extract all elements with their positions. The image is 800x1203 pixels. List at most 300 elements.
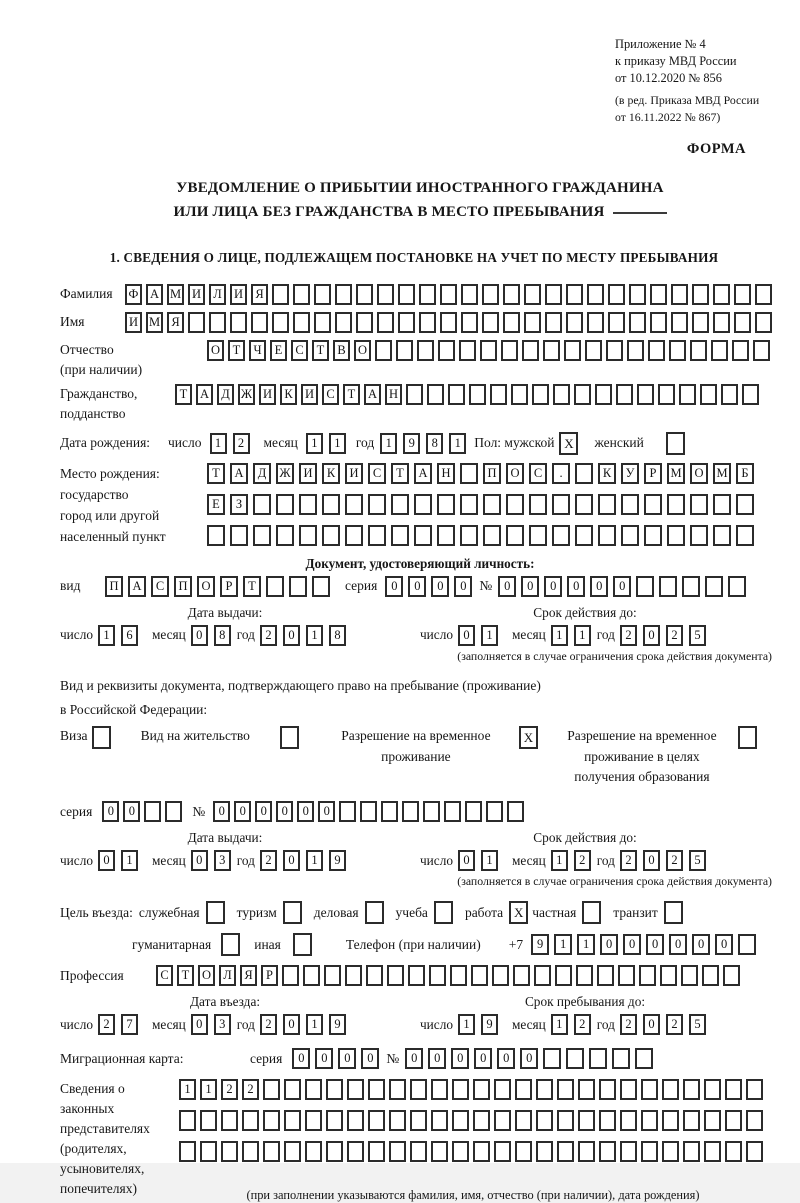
char-cell: 6 — [121, 625, 138, 646]
char-cell: Т — [177, 965, 194, 986]
char-cell — [419, 312, 436, 333]
char-cell: 2 — [620, 625, 637, 646]
char-cell — [440, 284, 457, 305]
residence-issue-month-cells — [191, 850, 237, 871]
char-cell: 0 — [454, 576, 472, 597]
char-cell — [293, 312, 310, 333]
char-cell — [396, 340, 413, 361]
birth-place-label: Место рождения: государство город или другой населенный пункт — [60, 465, 166, 544]
identity-doc-number-cells — [498, 576, 751, 597]
identity-valid-heading: Срок действия до: — [533, 604, 637, 620]
purpose-work-checkbox: X — [509, 901, 528, 924]
identity-issue-heading: Дата выдачи: — [187, 604, 263, 620]
stay-until-line: число 1 9 месяц 1 2 год 2 0 2 5 — [420, 1014, 780, 1035]
char-cell — [251, 312, 268, 333]
residence-issue-line: число 0 1 месяц 0 3 год 2 0 1 9 — [60, 850, 390, 871]
char-cell — [461, 312, 478, 333]
char-cell: С — [151, 576, 169, 597]
char-cell — [555, 965, 572, 986]
char-cell — [391, 494, 409, 515]
char-cell — [566, 1048, 584, 1069]
char-cell: 7 — [121, 1014, 138, 1035]
char-cell: Б — [736, 463, 754, 484]
char-cell — [536, 1079, 553, 1100]
char-cell — [398, 312, 415, 333]
char-cell: Н — [385, 384, 402, 405]
char-cell: 1 — [329, 433, 346, 454]
char-cell — [339, 801, 356, 822]
char-cell — [524, 284, 541, 305]
birth-month-cells — [306, 433, 352, 454]
birth-date-label: Дата рождения: — [60, 435, 151, 451]
char-cell — [639, 965, 656, 986]
char-cell — [242, 1110, 259, 1131]
char-cell: О — [197, 576, 215, 597]
migration-series-label: серия — [250, 1050, 283, 1066]
char-cell — [431, 1110, 448, 1131]
char-cell — [532, 384, 549, 405]
char-cell — [635, 1048, 653, 1069]
char-cell: 1 — [200, 1079, 217, 1100]
form-title-line2: ИЛИ ЛИЦА БЕЗ ГРАЖДАНСТВА В МЕСТО ПРЕБЫВАНИЯ — [60, 200, 780, 224]
char-cell — [398, 284, 415, 305]
char-cell: Р — [261, 965, 278, 986]
char-cell — [482, 312, 499, 333]
char-cell — [165, 801, 182, 822]
char-cell: 2 — [260, 1014, 277, 1035]
migration-card-row — [60, 1048, 780, 1069]
char-cell: 0 — [623, 934, 641, 955]
char-cell — [312, 576, 330, 597]
char-cell — [410, 1079, 427, 1100]
char-cell — [702, 965, 719, 986]
char-cell: М — [713, 463, 731, 484]
sex-female-label: женский — [594, 435, 644, 451]
char-cell — [511, 384, 528, 405]
char-cell — [284, 1079, 301, 1100]
char-cell — [564, 340, 581, 361]
residence-doc-series-row — [60, 801, 780, 822]
char-cell: 9 — [481, 1014, 498, 1035]
char-cell: Л — [209, 284, 226, 305]
char-cell — [746, 1110, 763, 1131]
char-cell — [440, 312, 457, 333]
char-cell — [713, 525, 731, 546]
char-cell — [494, 1110, 511, 1131]
char-cell — [299, 494, 317, 515]
migration-card-label: Миграционная карта: — [60, 1050, 184, 1066]
char-cell — [534, 965, 551, 986]
identity-valid-line: число 0 1 месяц 1 1 год 2 0 2 5 — [420, 625, 780, 646]
char-cell — [711, 340, 728, 361]
char-cell: 0 — [544, 576, 562, 597]
char-cell: К — [280, 384, 297, 405]
char-cell: 0 — [521, 576, 539, 597]
char-cell — [545, 284, 562, 305]
char-cell: 2 — [666, 625, 683, 646]
citizenship-cells — [175, 384, 763, 405]
residence-series-cells — [102, 801, 186, 822]
option-temp-residence-edu: Разрешение на временное проживание в целях получения образования — [554, 726, 757, 787]
char-cell: 1 — [554, 934, 572, 955]
phone-prefix: +7 — [508, 936, 524, 952]
migration-number-label: № — [386, 1050, 400, 1066]
char-cell: И — [188, 284, 205, 305]
birth-day-cells — [210, 433, 256, 454]
stay-day-cells — [458, 1014, 504, 1035]
residence-valid-col — [390, 830, 780, 871]
form-label: ФОРМА — [686, 140, 746, 157]
char-cell — [326, 1079, 343, 1100]
char-cell — [612, 1048, 630, 1069]
purpose-tourism-label: туризм — [236, 904, 277, 920]
residence-series-label: серия — [60, 803, 93, 819]
char-cell — [284, 1110, 301, 1131]
purpose-study-label: учеба — [395, 904, 428, 920]
char-cell — [179, 1110, 196, 1131]
identity-doc-series-label: серия — [345, 578, 378, 594]
char-cell: 2 — [574, 850, 591, 871]
char-cell: И — [345, 463, 363, 484]
char-cell: 8 — [214, 625, 231, 646]
option-visa: Виза — [60, 726, 111, 749]
char-cell — [736, 525, 754, 546]
char-cell — [662, 1110, 679, 1131]
char-cell — [389, 1141, 406, 1162]
char-cell — [681, 965, 698, 986]
char-cell — [242, 1141, 259, 1162]
char-cell — [314, 284, 331, 305]
char-cell: 0 — [338, 1048, 356, 1069]
char-cell: 0 — [431, 576, 449, 597]
char-cell — [253, 494, 271, 515]
char-cell — [620, 1079, 637, 1100]
option-residence-permit: Вид на жительство — [141, 726, 299, 749]
char-cell: 1 — [551, 625, 568, 646]
char-cell — [690, 525, 708, 546]
char-cell — [636, 576, 654, 597]
char-cell: 1 — [577, 934, 595, 955]
char-cell — [480, 340, 497, 361]
char-cell — [576, 965, 593, 986]
char-cell: 0 — [361, 1048, 379, 1069]
char-cell — [452, 1079, 469, 1100]
char-cell — [263, 1079, 280, 1100]
purpose-other-checkbox — [293, 933, 312, 956]
char-cell: 0 — [643, 850, 660, 871]
char-cell — [515, 1079, 532, 1100]
visa-checkbox — [92, 726, 111, 749]
char-cell: Д — [253, 463, 271, 484]
char-cell: 2 — [620, 850, 637, 871]
phone-label: Телефон (при наличии) — [345, 936, 481, 952]
char-cell: 9 — [531, 934, 549, 955]
char-cell: 5 — [689, 625, 706, 646]
char-cell — [305, 1079, 322, 1100]
entry-year-cells — [260, 1014, 352, 1035]
char-cell: 0 — [408, 576, 426, 597]
char-cell — [671, 312, 688, 333]
profession-row — [60, 965, 780, 986]
char-cell — [276, 525, 294, 546]
char-cell — [536, 1141, 553, 1162]
residence-doc-intro: Вид и реквизиты документа, подтверждающего право на пребывание (проживание) в Российской Федерации: — [60, 677, 541, 718]
surname-cells — [125, 284, 776, 305]
char-cell: З — [230, 494, 248, 515]
char-cell — [431, 1079, 448, 1100]
char-cell — [414, 525, 432, 546]
char-cell: 1 — [121, 850, 138, 871]
char-cell — [574, 384, 591, 405]
revision-line: (в ред. Приказа МВД России — [615, 93, 760, 108]
char-cell — [282, 965, 299, 986]
temp-residence-edu-checkbox — [738, 726, 757, 749]
char-cell — [658, 384, 675, 405]
char-cell: И — [125, 312, 142, 333]
char-cell: К — [598, 463, 616, 484]
char-cell: 0 — [474, 1048, 492, 1069]
char-cell — [473, 1110, 490, 1131]
char-cell: Р — [644, 463, 662, 484]
residence-valid-line: число 0 1 месяц 1 2 год 2 0 2 5 — [420, 850, 780, 871]
char-cell: 0 — [643, 1014, 660, 1035]
char-cell — [483, 525, 501, 546]
char-cell — [263, 1141, 280, 1162]
char-cell: А — [414, 463, 432, 484]
char-cell — [513, 965, 530, 986]
char-cell — [662, 1079, 679, 1100]
char-cell — [305, 1110, 322, 1131]
char-cell — [419, 284, 436, 305]
char-cell: И — [259, 384, 276, 405]
char-cell — [209, 312, 226, 333]
char-cell: И — [301, 384, 318, 405]
char-cell — [644, 494, 662, 515]
char-cell — [503, 284, 520, 305]
char-cell: 5 — [689, 850, 706, 871]
form-title — [60, 176, 780, 224]
char-cell — [335, 284, 352, 305]
char-cell: М — [146, 312, 163, 333]
char-cell: 1 — [179, 1079, 196, 1100]
purpose-study-checkbox — [434, 901, 453, 924]
char-cell — [700, 384, 717, 405]
appendix-line: к приказу МВД России — [615, 54, 737, 69]
char-cell — [543, 340, 560, 361]
identity-doc-number-label: № — [479, 578, 493, 594]
char-cell — [734, 284, 751, 305]
char-cell — [293, 284, 310, 305]
char-cell — [230, 312, 247, 333]
birth-month-label: месяц — [263, 435, 298, 451]
char-cell — [345, 525, 363, 546]
char-cell: Ч — [249, 340, 266, 361]
char-cell — [725, 1141, 742, 1162]
char-cell — [734, 312, 751, 333]
residence-doc-options — [60, 726, 780, 787]
char-cell — [704, 1110, 721, 1131]
char-cell — [221, 1110, 238, 1131]
char-cell — [753, 340, 770, 361]
char-cell — [575, 463, 593, 484]
char-cell: П — [483, 463, 501, 484]
char-cell: 9 — [329, 850, 346, 871]
char-cell: С — [529, 463, 547, 484]
char-cell: 0 — [590, 576, 608, 597]
char-cell — [460, 463, 478, 484]
residence-valid-year-cells — [620, 850, 712, 871]
char-cell — [713, 312, 730, 333]
char-cell: О — [354, 340, 371, 361]
identity-valid-col — [390, 605, 780, 646]
purpose-official-label: служебная — [138, 904, 200, 920]
char-cell — [465, 801, 482, 822]
char-cell — [723, 965, 740, 986]
birth-place-cells-row1 — [207, 463, 759, 484]
char-cell — [566, 312, 583, 333]
birth-place-cells-row3 — [207, 525, 759, 546]
purpose-tourism-checkbox — [283, 901, 302, 924]
birth-date-row — [60, 432, 780, 455]
purpose-private-checkbox — [582, 901, 601, 924]
char-cell — [667, 494, 685, 515]
revision-block — [615, 92, 780, 125]
char-cell: Р — [220, 576, 238, 597]
char-cell — [368, 494, 386, 515]
char-cell — [473, 1141, 490, 1162]
char-cell — [263, 1110, 280, 1131]
char-cell: 2 — [242, 1079, 259, 1100]
residence-number-label: № — [192, 803, 206, 819]
char-cell — [690, 340, 707, 361]
char-cell — [557, 1110, 574, 1131]
char-cell — [575, 494, 593, 515]
char-cell — [461, 284, 478, 305]
char-cell — [414, 494, 432, 515]
purpose-work-label: работа — [464, 904, 504, 920]
char-cell: 1 — [458, 1014, 475, 1035]
char-cell — [641, 1110, 658, 1131]
char-cell — [303, 965, 320, 986]
char-cell: В — [333, 340, 350, 361]
identity-valid-day-cells — [458, 625, 504, 646]
char-cell — [543, 1048, 561, 1069]
char-cell — [452, 1141, 469, 1162]
char-cell: 0 — [692, 934, 710, 955]
char-cell — [402, 801, 419, 822]
char-cell — [289, 576, 307, 597]
char-cell: 2 — [260, 850, 277, 871]
char-cell: 0 — [497, 1048, 515, 1069]
char-cell: 0 — [283, 625, 300, 646]
char-cell — [578, 1141, 595, 1162]
char-cell: 1 — [210, 433, 227, 454]
sex-male-checkbox: X — [559, 432, 578, 455]
option-temp-residence: Разрешение на временное проживание X — [323, 726, 538, 767]
char-cell — [598, 525, 616, 546]
char-cell — [322, 494, 340, 515]
char-cell — [501, 340, 518, 361]
char-cell — [431, 1141, 448, 1162]
char-cell — [360, 801, 377, 822]
char-cell: Т — [312, 340, 329, 361]
char-cell — [375, 340, 392, 361]
char-cell — [683, 1110, 700, 1131]
char-cell: О — [506, 463, 524, 484]
char-cell: Т — [391, 463, 409, 484]
char-cell — [725, 1110, 742, 1131]
char-cell — [669, 340, 686, 361]
char-cell — [641, 1141, 658, 1162]
entry-day-cells — [98, 1014, 144, 1035]
char-cell — [599, 1110, 616, 1131]
char-cell — [494, 1141, 511, 1162]
char-cell — [368, 1141, 385, 1162]
purpose-other-label: иная — [254, 936, 281, 952]
char-cell — [444, 801, 461, 822]
char-cell: Ж — [276, 463, 294, 484]
appendix-line: от 10.12.2020 № 856 — [615, 71, 722, 86]
sex-female-checkbox — [666, 432, 685, 455]
char-cell — [755, 284, 772, 305]
char-cell — [650, 284, 667, 305]
char-cell — [429, 965, 446, 986]
char-cell: 0 — [191, 1014, 208, 1035]
char-cell: 3 — [214, 1014, 231, 1035]
char-cell: 1 — [481, 625, 498, 646]
identity-valid-month-cells — [551, 625, 597, 646]
char-cell — [705, 576, 723, 597]
identity-doc-series-cells — [385, 576, 477, 597]
char-cell: 0 — [98, 850, 115, 871]
char-cell: 1 — [551, 1014, 568, 1035]
char-cell — [272, 312, 289, 333]
identity-issue-line: число 1 6 месяц 0 8 год 2 0 1 8 — [60, 625, 390, 646]
char-cell: С — [322, 384, 339, 405]
representatives-cells-row1 — [179, 1079, 767, 1100]
identity-doc-note: (заполняется в случае ограничения срока действия документа) — [457, 648, 772, 663]
char-cell — [746, 1141, 763, 1162]
representatives-row — [60, 1079, 780, 1203]
char-cell: 0 — [276, 801, 293, 822]
char-cell: П — [105, 576, 123, 597]
residence-number-cells — [213, 801, 528, 822]
appendix-line: Приложение № 4 — [615, 37, 706, 51]
char-cell: 0 — [715, 934, 733, 955]
char-cell — [557, 1079, 574, 1100]
char-cell — [692, 284, 709, 305]
char-cell — [460, 494, 478, 515]
char-cell — [381, 801, 398, 822]
char-cell: 2 — [260, 625, 277, 646]
entry-month-cells — [191, 1014, 237, 1035]
char-cell — [377, 284, 394, 305]
char-cell — [732, 340, 749, 361]
char-cell — [253, 525, 271, 546]
identity-doc-dates — [60, 605, 780, 646]
char-cell: А — [364, 384, 381, 405]
char-cell: 1 — [481, 850, 498, 871]
char-cell: И — [230, 284, 247, 305]
char-cell — [368, 1110, 385, 1131]
char-cell — [221, 1141, 238, 1162]
char-cell — [406, 384, 423, 405]
char-cell: Т — [243, 576, 261, 597]
char-cell — [486, 801, 503, 822]
char-cell — [545, 312, 562, 333]
stay-year-cells — [620, 1014, 712, 1035]
char-cell — [492, 965, 509, 986]
